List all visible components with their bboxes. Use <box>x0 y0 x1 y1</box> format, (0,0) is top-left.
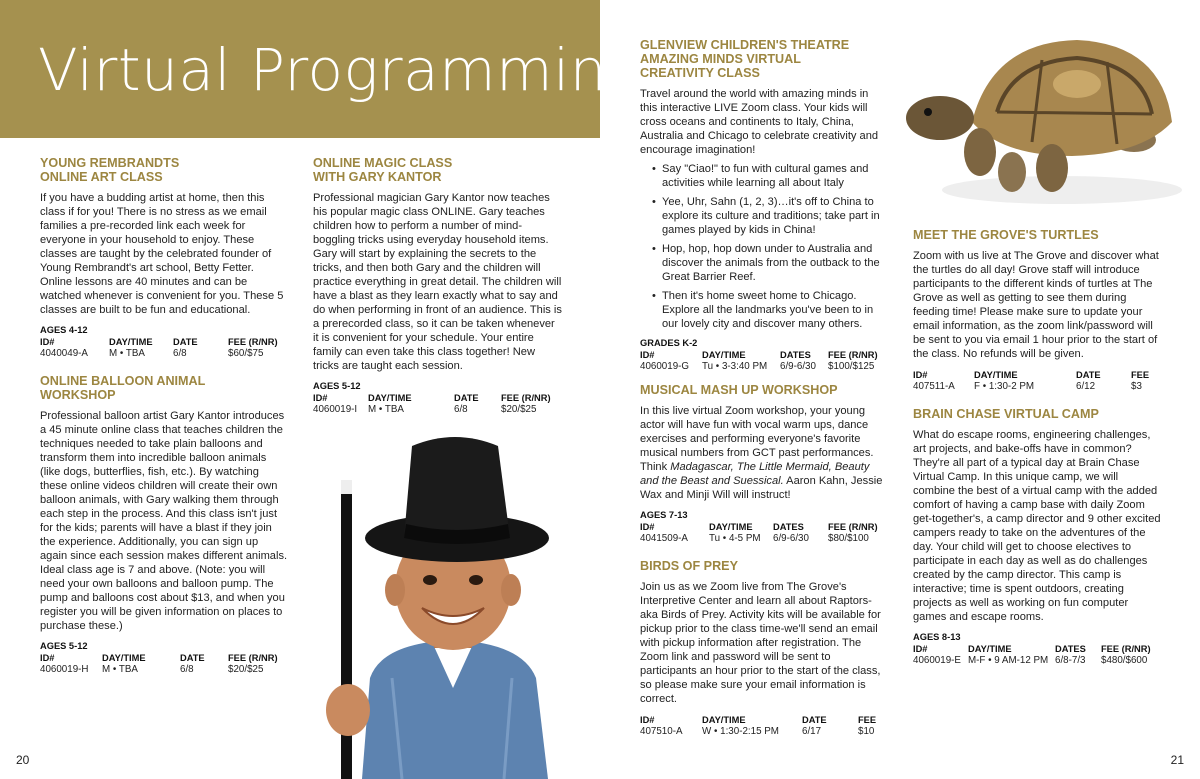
turtles-title: MEET THE GROVE'S TURTLES <box>913 228 1099 242</box>
birds-description: Join us as we Zoom live from The Grove's Interpretive Center and learn all about Raptors-aka Birds of Prey. Activity kits will be available for pickup prior to the class time-we'll send an email with pickup information after registration. The Zoom link and password will be sent to participants an hour prior to the start of the class, so please make sure your email information is correct. <box>640 581 881 705</box>
class-dates: 6/9-6/30 <box>780 361 816 372</box>
rembrandts-schedule-table <box>40 336 278 360</box>
table-row <box>640 533 878 545</box>
page-number-left: 20 <box>16 753 30 767</box>
class-id: 4041509-A <box>640 533 688 544</box>
title-banner <box>0 0 643 138</box>
theatre-description: Travel around the world with amazing minds in this interactive LIVE Zoom class. Your kids will cross oceans and continents to Italy, China, Australia and Chicago to celebrate creativity and encourage imagination! <box>640 88 879 156</box>
class-date: 6/8 <box>180 664 194 675</box>
class-day-time: Tu • 4-5 PM <box>709 533 761 544</box>
table-row <box>913 381 1149 393</box>
class-day-time: M • TBA <box>102 664 138 675</box>
balloon-section <box>40 374 288 676</box>
mashup-title: MUSICAL MASH UP WORKSHOP <box>640 383 838 397</box>
brainchase-title: BRAIN CHASE VIRTUAL CAMP <box>913 407 1099 421</box>
class-fee: $60/$75 <box>228 348 264 359</box>
mashup-description: In this live virtual Zoom workshop, your young actor will have fun with vocal warm ups, dance exercises and performing everyone's favorite musical numbers from GCT past performances. Think Madagascar, The Little Mermaid, Beauty and the Beast and Suessical. Aaron Kahn, Jessie Wax and Minji Will will instruct! <box>640 405 883 501</box>
table-row <box>40 348 278 360</box>
class-id: 407511-A <box>913 381 955 392</box>
magic-schedule-table <box>313 392 551 416</box>
theatre-schedule-table <box>640 349 878 373</box>
table-header-row: ID# DAY/TIME DATE FEE (R/NR) <box>40 653 278 663</box>
class-fee: $10 <box>858 726 875 737</box>
list-item: • Yee, Uhr, Sahn (1, 2, 3)…it's off to China to explore its culture and traditions; take part in games played by kids in China! <box>640 195 888 237</box>
birds-title: BIRDS OF PREY <box>640 559 738 573</box>
class-id: 4060019-H <box>40 664 89 675</box>
class-dates: 6/9-6/30 <box>773 533 809 544</box>
turtles-section <box>913 228 1161 393</box>
list-item: • Say "Ciao!" to fun with cultural games and activities while learning all about Italy <box>640 162 888 190</box>
table-header-row: ID# DAY/TIME DATE FEE (R/NR) <box>40 337 278 347</box>
mashup-schedule-table <box>640 521 878 545</box>
mashup-ages: AGES 7-13 <box>640 510 688 520</box>
rembrandts-title: YOUNG REMBRANDTS ONLINE ART CLASS <box>40 156 180 184</box>
class-fee: $480/$600 <box>1101 655 1148 666</box>
class-fee: $3 <box>1131 381 1142 392</box>
balloon-ages: AGES 5-12 <box>40 641 88 651</box>
balloon-schedule-table <box>40 652 278 676</box>
magic-section <box>313 156 563 416</box>
class-id: 407510-A <box>640 726 683 737</box>
column-3 <box>640 38 888 752</box>
class-fee: $80/$100 <box>828 533 869 544</box>
magician-boy-illustration <box>322 428 584 779</box>
theatre-section <box>640 38 888 373</box>
column-4 <box>913 228 1161 681</box>
rembrandts-ages: AGES 4-12 <box>40 325 88 335</box>
table-header-row: ID# DAY/TIME DATES FEE (R/NR) <box>640 350 878 360</box>
theatre-bullet-list <box>640 162 888 331</box>
class-date: 6/8 <box>454 404 468 415</box>
class-fee: $20/$25 <box>501 404 537 415</box>
page-title: Virtual Programming <box>38 36 643 104</box>
turtles-schedule-table <box>913 369 1149 393</box>
table-row <box>913 655 1151 667</box>
brainchase-section <box>913 407 1161 667</box>
table-header-row: ID# DAY/TIME DATE FEE <box>913 370 1150 380</box>
turtles-description: Zoom with us live at The Grove and discover what the turtles do all day! Grove staff will introduce participants to the different kinds of turtles at The Grove as well as getting to see them during feeding time! Please make sure to update your email information, as the zoom link/password will be sent to you via email 1 hour prior to the start of the class. No refunds will be given. <box>913 250 1159 360</box>
table-header-row: ID# DAY/TIME DATE FEE (R/NR) <box>313 393 551 403</box>
class-id: 4060019-G <box>640 361 690 372</box>
class-day-time: M-F • 9 AM-12 PM <box>968 655 1049 666</box>
rembrandts-description: If you have a budding artist at home, then this class if for you! There is no stress as we email families a pre-recorded link each week for everyone in your household to enjoy. These classes are taught by the celebrated founder of Young Rembrandt's art school, Betty Fetter. Online lessons are 40 minutes and can be watched whenever is convenient for you. These 5 classes are built to be fun and educational. <box>40 192 284 316</box>
magic-ages: AGES 5-12 <box>313 381 361 391</box>
class-fee: $20/$25 <box>228 664 264 675</box>
birds-section <box>640 559 888 738</box>
list-item: • Then it's home sweet home to Chicago. Explore all the landmarks you've been to in our lovely city and discover many others. <box>640 289 888 331</box>
table-header-row: ID# DAY/TIME DATE FEE <box>640 715 877 725</box>
class-date: 6/12 <box>1076 381 1096 392</box>
class-day-time: F • 1:30-2 PM <box>974 381 1035 392</box>
table-header-row: ID# DAY/TIME DATES FEE (R/NR) <box>640 522 878 532</box>
table-row <box>640 726 876 738</box>
class-id: 4060019-I <box>313 404 358 415</box>
magic-description: Professional magician Gary Kantor now teaches his popular magic class ONLINE. Gary teaches children how to perform a number of mind-boggling tricks using everyday household items. Gary will start by explaining the secrets to the tricks, and then both Gary and the children will practice everything in great detail. The children will have a blast as they learn exactly what to say and do when performing in front of an audience. This is a prerecorded class, so it can be taken whenever it is convenient for your schedule. Your entire family can even take this class together! New tricks are taught each session. <box>313 192 562 372</box>
page-number-right: 21 <box>1170 753 1184 767</box>
magician-boy-photo <box>322 428 584 779</box>
class-id: 4040049-A <box>40 348 88 359</box>
class-date: 6/17 <box>802 726 822 737</box>
balloon-title: ONLINE BALLOON ANIMAL WORKSHOP <box>40 374 206 402</box>
theatre-grades: GRADES K-2 <box>640 338 698 348</box>
turtle-illustration <box>902 22 1200 214</box>
birds-schedule-table <box>640 714 876 738</box>
table-row <box>313 404 551 416</box>
brainchase-schedule-table <box>913 643 1151 667</box>
mashup-section <box>640 383 888 545</box>
turtle-photo <box>902 22 1200 214</box>
class-day-time: M • TBA <box>109 348 145 359</box>
magic-title: ONLINE MAGIC CLASS WITH GARY KANTOR <box>313 156 453 184</box>
class-id: 4060019-E <box>913 655 961 666</box>
theatre-title: GLENVIEW CHILDREN'S THEATRE AMAZING MINDS VIRTUAL CREATIVITY CLASS <box>640 38 850 80</box>
table-row <box>40 664 278 676</box>
brainchase-ages: AGES 8-13 <box>913 632 961 642</box>
class-dates: 6/8-7/3 <box>1055 655 1086 666</box>
table-header-row: ID# DAY/TIME DATES FEE (R/NR) <box>913 644 1151 654</box>
column-2 <box>313 156 563 430</box>
rembrandts-section <box>40 156 288 360</box>
class-day-time: M • TBA <box>368 404 404 415</box>
column-1 <box>40 156 288 690</box>
class-fee: $100/$125 <box>828 361 875 372</box>
class-day-time: Tu • 3-3:40 PM <box>702 361 768 372</box>
table-row <box>640 361 878 373</box>
brainchase-description: What do escape rooms, engineering challenges, art projects, and bake-offs have in common? They're all part of a typical day at Brain Chase Virtual Camp. In this unique camp, we will combine the best of a virtual camp with the added comfort of having a camp base with daily Zoom get-together's, a camp director and 9 other excited campers ready to take on the adventures of the day. Your child will get to choose electives to participate in each day as well as do challenges created by the camp director. This camp is interactive; time is spent outdoors, creating projects as well as working on fun computer games and escape rooms. <box>913 429 1161 623</box>
list-item: • Hop, hop, hop down under to Australia and discover the animals from the outback to the Great Barrier Reef. <box>640 242 888 284</box>
balloon-description: Professional balloon artist Gary Kantor introduces a 45 minute online class that teaches children the techniques needed to take plain balloons and transform them into incredible balloon animals (like dogs, butterflies, fish, etc.). By watching these online videos children will create their own balloon animals, with Gary walking them through each step in the process. And this class isn't just for the kids; parents will have a blast if they join the experience. Additionally, you can sign up again since each session makes different animals. Ideal class age is 7 and above. (Note: you will need your own balloons and balloon pump. The pump and balloons cost about $13, and when you register you will be given information on places to purchase these.) <box>40 410 288 632</box>
class-date: 6/8 <box>173 348 187 359</box>
class-day-time: W • 1:30-2:15 PM <box>702 726 779 737</box>
